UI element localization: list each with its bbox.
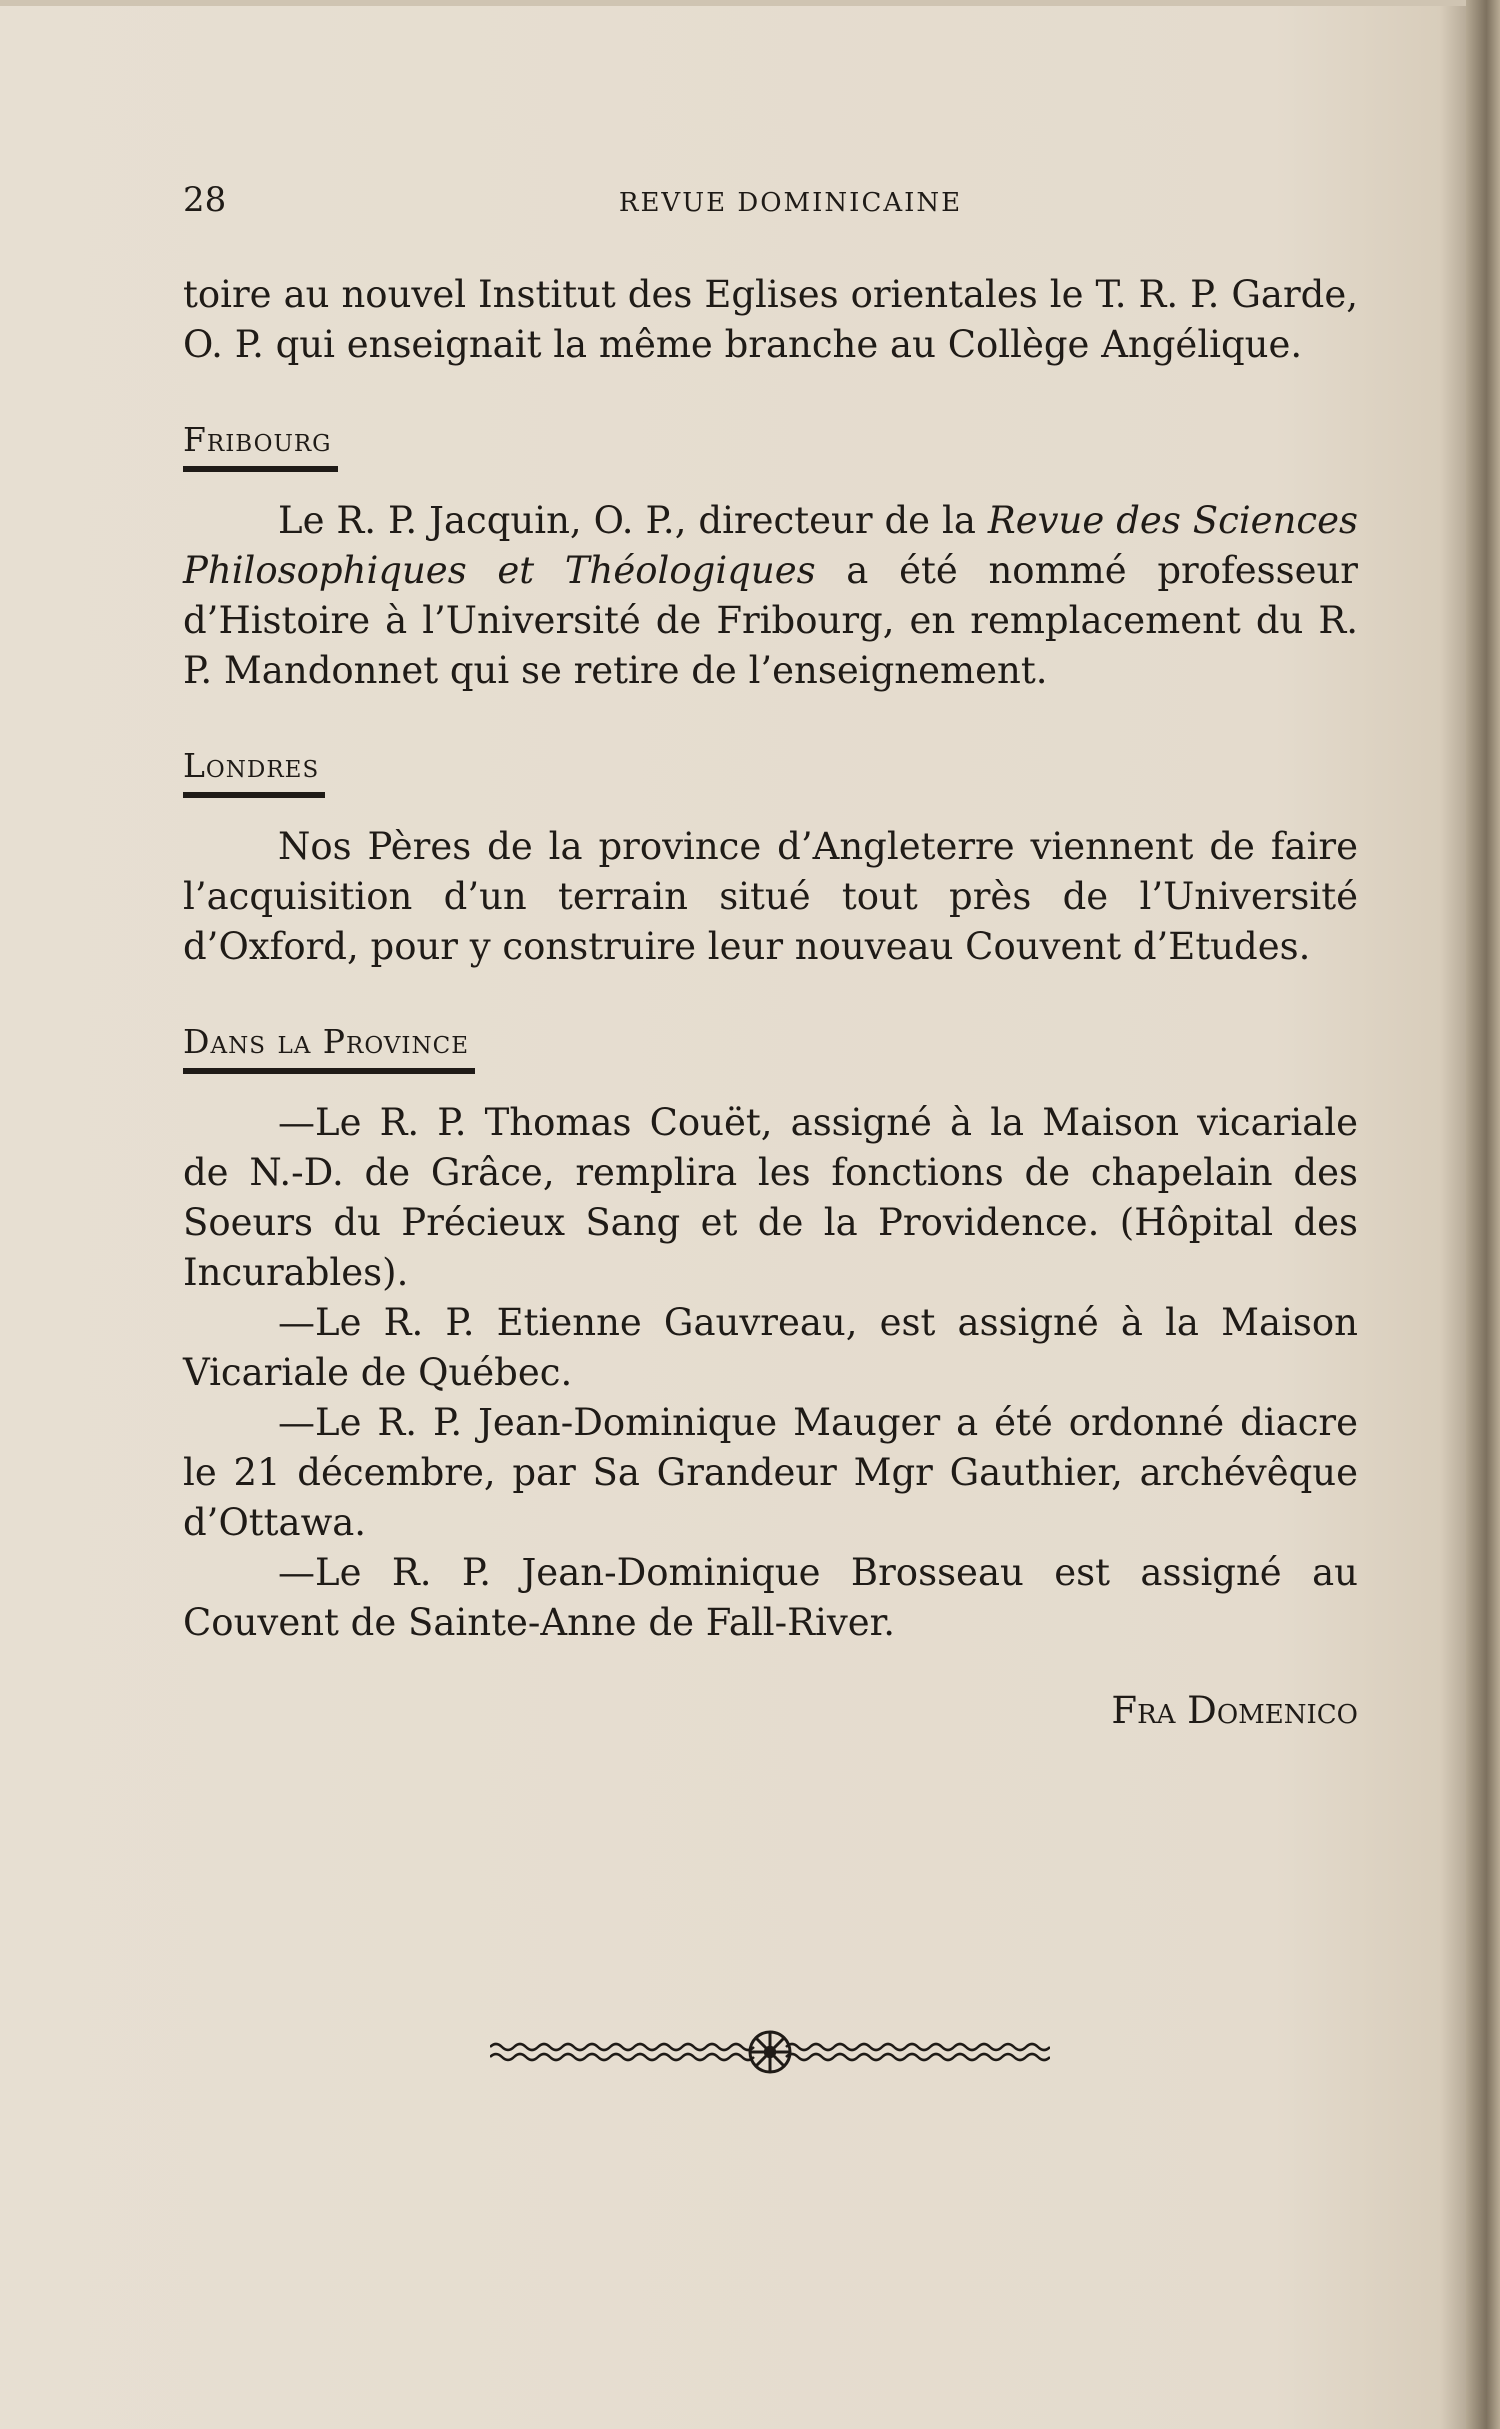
running-title: REVUE DOMINICAINE (618, 188, 963, 218)
flower-ornament-icon (490, 2025, 1050, 2085)
paragraph: Le R. P. Jacquin, O. P., directeur de la Revue des Sciences Philosophiques et Théologiques a été nommé professeur d’Histoire à l’Université de Fribourg, en remplacement du R. P. Mandonnet qui se retire de l’enseignement. (183, 499, 1359, 692)
book-spine-edge (1466, 0, 1500, 2429)
paragraph: —Le R. P. Thomas Couët, assigné à la Maison vicariale de N.-D. de Grâce, remplira les fonctions de chapelain des Soeurs du Précieux Sang et de la Providence. (Hôpital des Incurables). (183, 1101, 1358, 1294)
intro-paragraph: toire au nouvel Institut des Eglises orientales le T. R. P. Garde, O. P. qui enseignait la même branche au Collège Angélique. (183, 273, 1358, 366)
paragraph: Nos Pères de la province d’Angleterre viennent de faire l’acquisition d’un terrain situé tout près de l’Université d’Oxford, pour y construire leur nouveau Couvent d’Etudes. (183, 825, 1358, 968)
page-header (183, 180, 1358, 230)
section-fribourg (183, 414, 1358, 696)
section-province (183, 1016, 1358, 1648)
article-body (183, 270, 1358, 1736)
paragraph: —Le R. P. Jean-Dominique Brosseau est assigné au Couvent de Sainte-Anne de Fall-River. (183, 1551, 1358, 1644)
section-heading: Fribourg (183, 418, 338, 472)
section-heading: Dans la Province (183, 1020, 475, 1074)
section-londres (183, 740, 1358, 972)
page-top-edge (0, 0, 1500, 6)
paragraph: —Le R. P. Etienne Gauvreau, est assigné à la Maison Vicariale de Québec. (183, 1301, 1358, 1394)
signature: Fra Domenico (1111, 1689, 1358, 1732)
section-heading: Londres (183, 744, 325, 798)
page-number: 28 (183, 180, 227, 220)
paragraph: —Le R. P. Jean-Dominique Mauger a été ordonné diacre le 21 décembre, par Sa Grandeur Mgr Gauthier, archévêque d’Ottawa. (183, 1401, 1358, 1544)
journal-title: Revue des Sciences Philosophiques et Théologiques (183, 499, 1359, 592)
